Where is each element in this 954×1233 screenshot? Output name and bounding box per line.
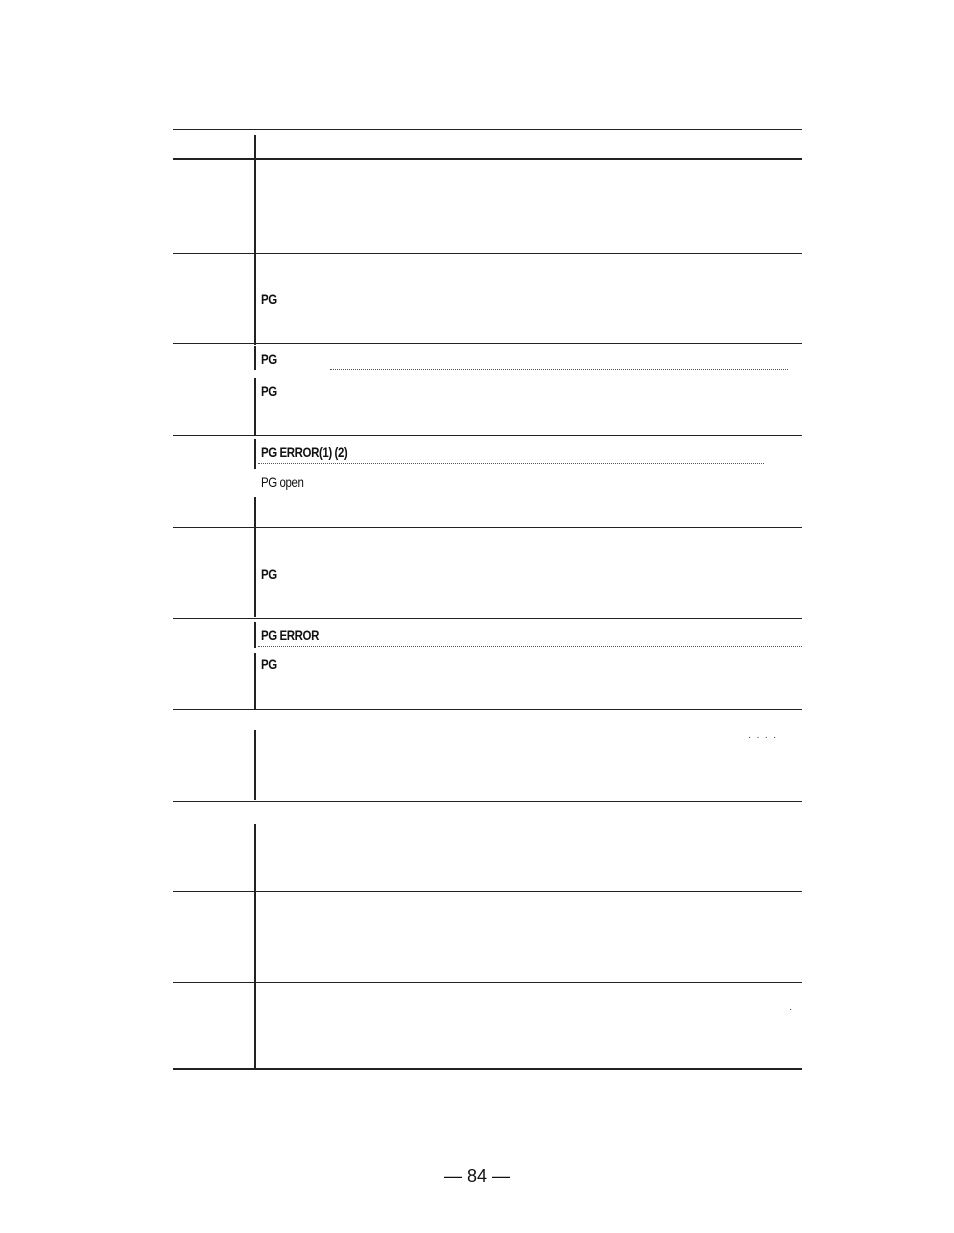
table-row-divider [173,709,802,710]
table-row-divider [173,891,802,892]
table-row-divider [173,801,802,802]
column-divider [254,730,256,800]
print-mark: ···· [748,732,782,743]
column-divider [254,497,256,617]
row-3-sublabel: PG [261,383,277,399]
dotted-leader [258,646,802,647]
table-header-rule [173,158,802,160]
column-divider [254,378,256,435]
row-5-label: PG [261,566,277,582]
column-divider [254,824,256,892]
row-4-sublabel: PG open [261,474,304,490]
table-top-rule [173,129,802,130]
row-4-label: PG ERROR(1) (2) [261,444,348,460]
column-divider [254,892,256,1070]
column-divider [254,653,256,709]
column-divider [254,346,256,370]
print-mark: · [789,1004,798,1015]
dotted-leader [330,369,788,370]
table-row-divider [173,435,802,436]
table-bottom-rule [173,1068,802,1070]
row-6-sublabel: PG [261,656,277,672]
table-row-divider [173,343,802,344]
page-number: — 84 — [443,1166,511,1186]
column-divider [254,622,256,648]
table-row-divider [173,618,802,619]
column-divider [254,159,256,345]
row-3-label: PG [261,351,277,367]
table-row-divider [173,253,802,254]
dotted-leader [258,463,764,464]
column-divider [254,439,256,469]
table-row-divider [173,527,802,528]
column-divider [254,135,256,159]
row-6-label: PG ERROR [261,627,319,643]
row-2-label: PG [261,291,277,307]
table-row-divider [173,982,802,983]
